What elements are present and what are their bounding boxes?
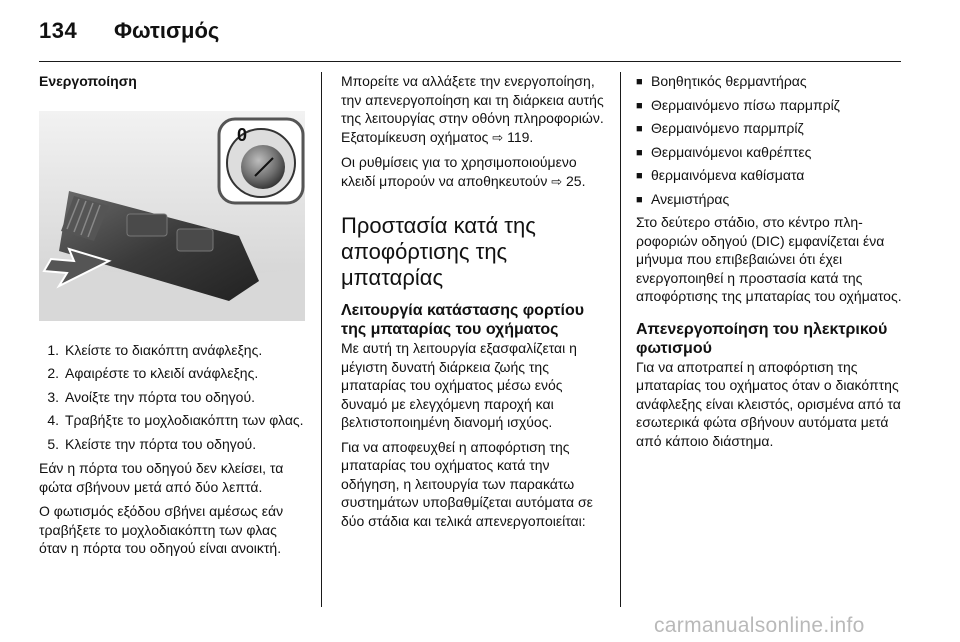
column-3 bbox=[636, 72, 902, 450]
bullet-icon: ■ bbox=[636, 146, 643, 159]
bullet-icon: ■ bbox=[636, 123, 643, 135]
list-item: ■ Ανεμιστήρας bbox=[636, 190, 902, 210]
bullet-icon: ■ bbox=[636, 99, 643, 112]
list-item: 5. Κλείστε την πόρτα του οδηγού. bbox=[47, 435, 257, 452]
list-item: ■ Θερμαινόμενο παρμπρίζ bbox=[636, 119, 902, 139]
page-ref-arrow-icon: ⇨ bbox=[551, 173, 563, 189]
battery-protection-heading: Προστασία κατά της αποφόρτισης της μπαταρίας bbox=[341, 213, 536, 290]
list-item: 4. Τραβήξτε το μοχλοδιακόπτη των φλας. bbox=[47, 412, 304, 428]
list-item: ■ Βοηθητικός θερμαντήρας bbox=[636, 72, 902, 92]
load-shedding-paragraph: Για να αποφευχθεί η αποφόρτιση της μπαταρίας του οχήματος κατά την οδήγηση, η λειτουργία των παρακάτω συστημάτων υποβαθμίζεται αυτόματα σε δύο στάδια και τελικά απενεργοποιείται: bbox=[341, 438, 593, 529]
column-1 bbox=[39, 72, 305, 558]
door-open-paragraph: Εάν η πόρτα του οδηγού δεν κλείσει, τα φώτα σβήνουν μετά από δύο λεπτά. bbox=[39, 460, 284, 495]
dic-message-paragraph: Στο δεύτερο στάδιο, στο κέντρο πληροφοριών οδηγού (DIC) εμφανίζεται ένα μήνυμα που επιβεβαιώνει ότι έχει ενεργοποιηθεί η προστασία κατά της αποφόρτισης της μπαταρίας του οχήματος. bbox=[636, 214, 902, 304]
page-number: 134 bbox=[39, 18, 78, 43]
lever-drawing bbox=[39, 111, 305, 321]
page-ref-arrow-icon: ⇨ bbox=[492, 129, 504, 145]
list-item: ■ θερμαινόμενα καθίσματα bbox=[636, 166, 902, 186]
dial-zero-label: 0 bbox=[237, 124, 248, 145]
bullet-icon: ■ bbox=[636, 76, 643, 88]
column-divider bbox=[321, 72, 322, 607]
bullet-icon: ■ bbox=[636, 170, 643, 182]
lighting-off-heading: Απενεργοποίηση του ηλεκτρικού φωτισμού bbox=[636, 320, 888, 357]
list-item: ■ Θερμαινόμενοι καθρέπτες bbox=[636, 143, 902, 163]
column-divider bbox=[620, 72, 621, 607]
watermark: carmanualsonline.info bbox=[654, 614, 865, 637]
activation-heading: Ενεργοποίηση bbox=[39, 73, 137, 89]
list-item: 1. Κλείστε το διακόπτη ανάφλεξης. bbox=[47, 341, 263, 358]
interior-lights-paragraph: Για να αποτραπεί η αποφόρτιση της μπαταρίας του οχήματος όταν ο διακόπτης ανάφλεξης είναι κλειστός, ορισμένα από τα εσωτερικά φώτα σβήνουν αυτόματα μετά από κάποιο διάστημα. bbox=[636, 358, 901, 449]
column-2 bbox=[341, 72, 606, 530]
bullet-icon: ■ bbox=[636, 193, 643, 206]
key-settings-paragraph: Οι ρυθμίσεις για το χρησιμοποιούμενο κλειδί μπορούν να αποθηκευτούν ⇨ 25. bbox=[341, 154, 586, 189]
section-title: Φωτισμός bbox=[114, 18, 220, 43]
list-item: 3. Ανοίξτε την πόρτα του οδηγού. bbox=[47, 388, 256, 405]
page-ref-link[interactable]: 119. bbox=[507, 128, 534, 145]
steps-list bbox=[39, 341, 305, 454]
lever-illustration bbox=[39, 111, 305, 321]
exit-lighting-paragraph: Ο φωτισμός εξόδου σβήνει αμέσως εάν τραβήξετε το μοχλοδιακόπτη των φλας όταν η πόρτα του οδηγού είναι ανοικτή. bbox=[39, 503, 284, 556]
list-item: 2. Αφαιρέστε το κλειδί ανάφλεξης. bbox=[47, 365, 259, 381]
settings-paragraph: Μπορείτε να αλλάξετε την ενεργοποίηση, την απενεργοποίηση και τη διάρκεια αυτής της λειτουργίας στην οθόνη πληροφοριών. Εξατομίκευση οχήματος ⇨ 119. bbox=[341, 73, 604, 145]
page-ref-link[interactable]: 25. bbox=[566, 172, 586, 189]
list-item: ■ Θερμαινόμενο πίσω παρμπρίζ bbox=[636, 96, 902, 116]
systems-list bbox=[636, 72, 902, 209]
battery-life-paragraph: Με αυτή τη λειτουργία εξασφαλίζεται η μέγιστη δυνατή διάρκεια ζωής της μπαταρίας του οχήματος μέσω ενός δυναμό με ελεγχόμενη παροχή και βελτιστοποιημένη διανομή ισχύος. bbox=[341, 340, 577, 430]
header-rule bbox=[39, 61, 901, 62]
battery-charge-mode-heading: Λειτουργία κατάστασης φορτίου της μπαταρίας του οχήματος bbox=[341, 302, 585, 338]
